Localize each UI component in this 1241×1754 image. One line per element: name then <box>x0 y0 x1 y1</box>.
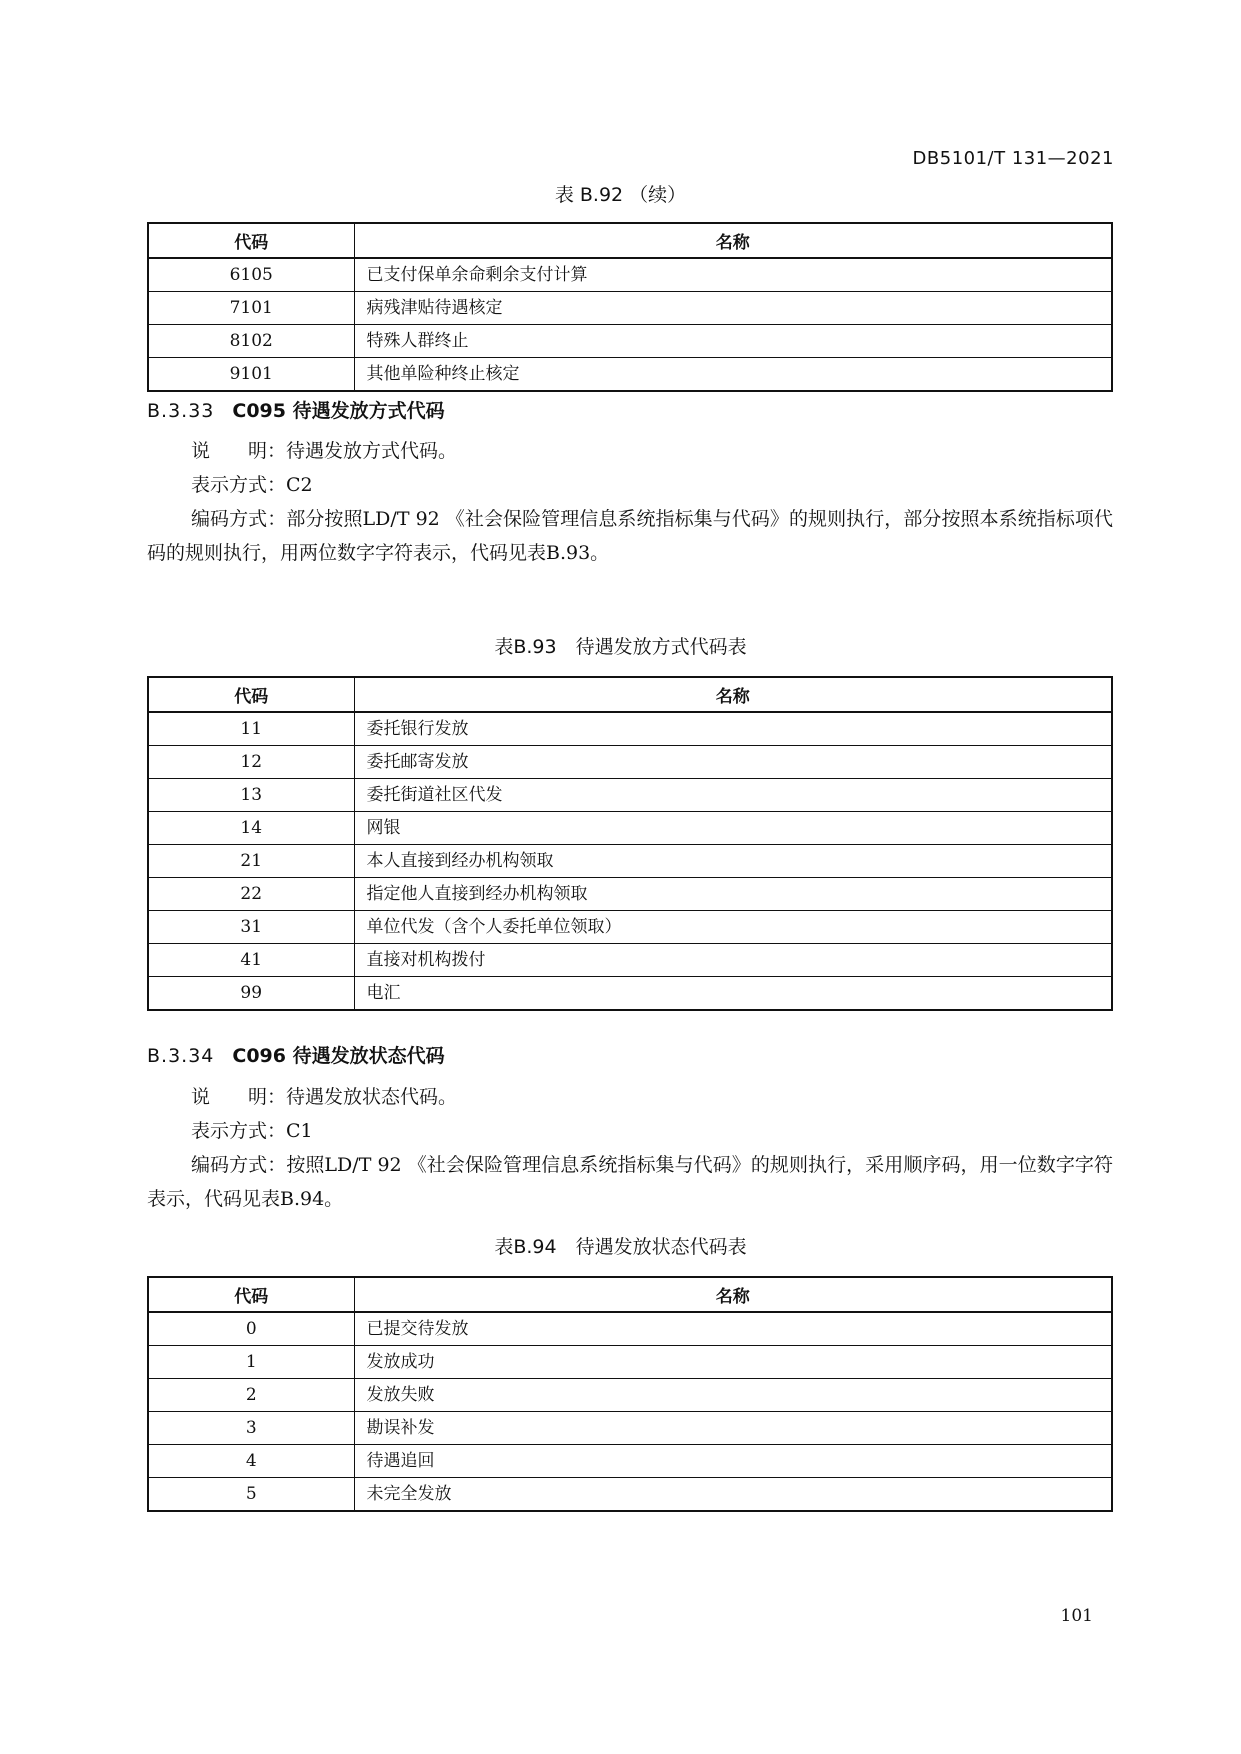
code-cell: 14 <box>148 812 354 845</box>
code-cell: 6105 <box>148 258 354 292</box>
name-cell: 委托街道社区代发 <box>354 779 1112 812</box>
name-cell: 待遇追回 <box>354 1445 1112 1478</box>
name-cell: 特殊人群终止 <box>354 325 1112 358</box>
table-row <box>148 1478 1112 1512</box>
name-cell: 其他单险种终止核定 <box>354 358 1112 392</box>
name-cell: 已提交待发放 <box>354 1312 1112 1346</box>
description-text: 待遇发放方式代码。 <box>286 440 458 462</box>
section-b334-description <box>147 1080 1113 1114</box>
section-title: C095 待遇发放方式代码 <box>232 400 445 422</box>
code-cell: 13 <box>148 779 354 812</box>
table-row <box>148 1346 1112 1379</box>
name-cell: 勘误补发 <box>354 1412 1112 1445</box>
table-row <box>148 1412 1112 1445</box>
description-label: 说 明： <box>191 1086 287 1108</box>
table-row <box>148 944 1112 977</box>
column-header-name: 名称 <box>354 1277 1112 1312</box>
code-cell: 5 <box>148 1478 354 1512</box>
name-cell: 指定他人直接到经办机构领取 <box>354 878 1112 911</box>
table-row <box>148 977 1112 1011</box>
name-cell: 单位代发（含个人委托单位领取） <box>354 911 1112 944</box>
table-b94 <box>147 1276 1113 1512</box>
section-b334-format <box>147 1114 1113 1148</box>
code-cell: 22 <box>148 878 354 911</box>
table-row <box>148 746 1112 779</box>
name-cell: 网银 <box>354 812 1112 845</box>
section-b333-encoding <box>147 502 1113 570</box>
code-cell: 1 <box>148 1346 354 1379</box>
name-cell: 直接对机构拨付 <box>354 944 1112 977</box>
code-cell: 0 <box>148 1312 354 1346</box>
code-cell: 3 <box>148 1412 354 1445</box>
code-cell: 12 <box>148 746 354 779</box>
encoding-label: 编码方式： <box>191 508 287 530</box>
column-header-name: 名称 <box>354 223 1112 258</box>
format-text: C2 <box>286 474 313 496</box>
code-cell: 31 <box>148 911 354 944</box>
section-b334-encoding <box>147 1148 1113 1216</box>
section-number: B.3.33 <box>147 400 215 422</box>
column-header-name: 名称 <box>354 677 1112 712</box>
page-number: 101 <box>1060 1606 1093 1626</box>
name-cell: 发放成功 <box>354 1346 1112 1379</box>
table-row <box>148 1312 1112 1346</box>
name-cell: 未完全发放 <box>354 1478 1112 1512</box>
section-b333-description <box>147 434 1113 468</box>
encoding-label: 编码方式： <box>191 1154 287 1176</box>
table-row <box>148 712 1112 746</box>
code-cell: 8102 <box>148 325 354 358</box>
encoding-text: 按照LD/T 92 《社会保险管理信息系统指标集与代码》的规则执行，采用顺序码，用一位数字字符表示，代码见表B.94。 <box>147 1154 1113 1210</box>
table-b92-caption: 表 B.92 （续） <box>554 184 687 206</box>
table-row <box>148 1445 1112 1478</box>
format-label: 表示方式： <box>191 1120 287 1142</box>
code-cell: 41 <box>148 944 354 977</box>
code-cell: 2 <box>148 1379 354 1412</box>
name-cell: 委托银行发放 <box>354 712 1112 746</box>
description-label: 说 明： <box>191 440 287 462</box>
table-row <box>148 325 1112 358</box>
section-number: B.3.34 <box>147 1045 215 1067</box>
table-row <box>148 1379 1112 1412</box>
table-row <box>148 845 1112 878</box>
section-b333-heading <box>147 396 445 423</box>
document-code: DB5101/T 131—2021 <box>912 148 1114 169</box>
code-cell: 99 <box>148 977 354 1011</box>
table-b93 <box>147 676 1113 1011</box>
section-title: C096 待遇发放状态代码 <box>232 1045 445 1067</box>
table-row <box>148 292 1112 325</box>
table-row <box>148 812 1112 845</box>
table-b94-caption: 表B.94 待遇发放状态代码表 <box>494 1236 747 1258</box>
name-cell: 委托邮寄发放 <box>354 746 1112 779</box>
table-b93-caption: 表B.93 待遇发放方式代码表 <box>494 636 747 658</box>
code-cell: 4 <box>148 1445 354 1478</box>
format-text: C1 <box>286 1120 313 1142</box>
name-cell: 病残津贴待遇核定 <box>354 292 1112 325</box>
table-row <box>148 911 1112 944</box>
column-header-code: 代码 <box>148 223 354 258</box>
code-cell: 21 <box>148 845 354 878</box>
format-label: 表示方式： <box>191 474 287 496</box>
description-text: 待遇发放状态代码。 <box>286 1086 458 1108</box>
table-row <box>148 358 1112 392</box>
name-cell: 本人直接到经办机构领取 <box>354 845 1112 878</box>
code-cell: 9101 <box>148 358 354 392</box>
table-row <box>148 779 1112 812</box>
name-cell: 电汇 <box>354 977 1112 1011</box>
code-cell: 11 <box>148 712 354 746</box>
encoding-text: 部分按照LD/T 92 《社会保险管理信息系统指标集与代码》的规则执行，部分按照本系统指标项代码的规则执行，用两位数字字符表示，代码见表B.93。 <box>147 508 1113 564</box>
code-cell: 7101 <box>148 292 354 325</box>
section-b334-heading <box>147 1041 445 1068</box>
name-cell: 发放失败 <box>354 1379 1112 1412</box>
table-row <box>148 258 1112 292</box>
section-b333-format <box>147 468 1113 502</box>
table-row <box>148 878 1112 911</box>
column-header-code: 代码 <box>148 1277 354 1312</box>
table-b92 <box>147 222 1113 392</box>
name-cell: 已支付保单余命剩余支付计算 <box>354 258 1112 292</box>
column-header-code: 代码 <box>148 677 354 712</box>
